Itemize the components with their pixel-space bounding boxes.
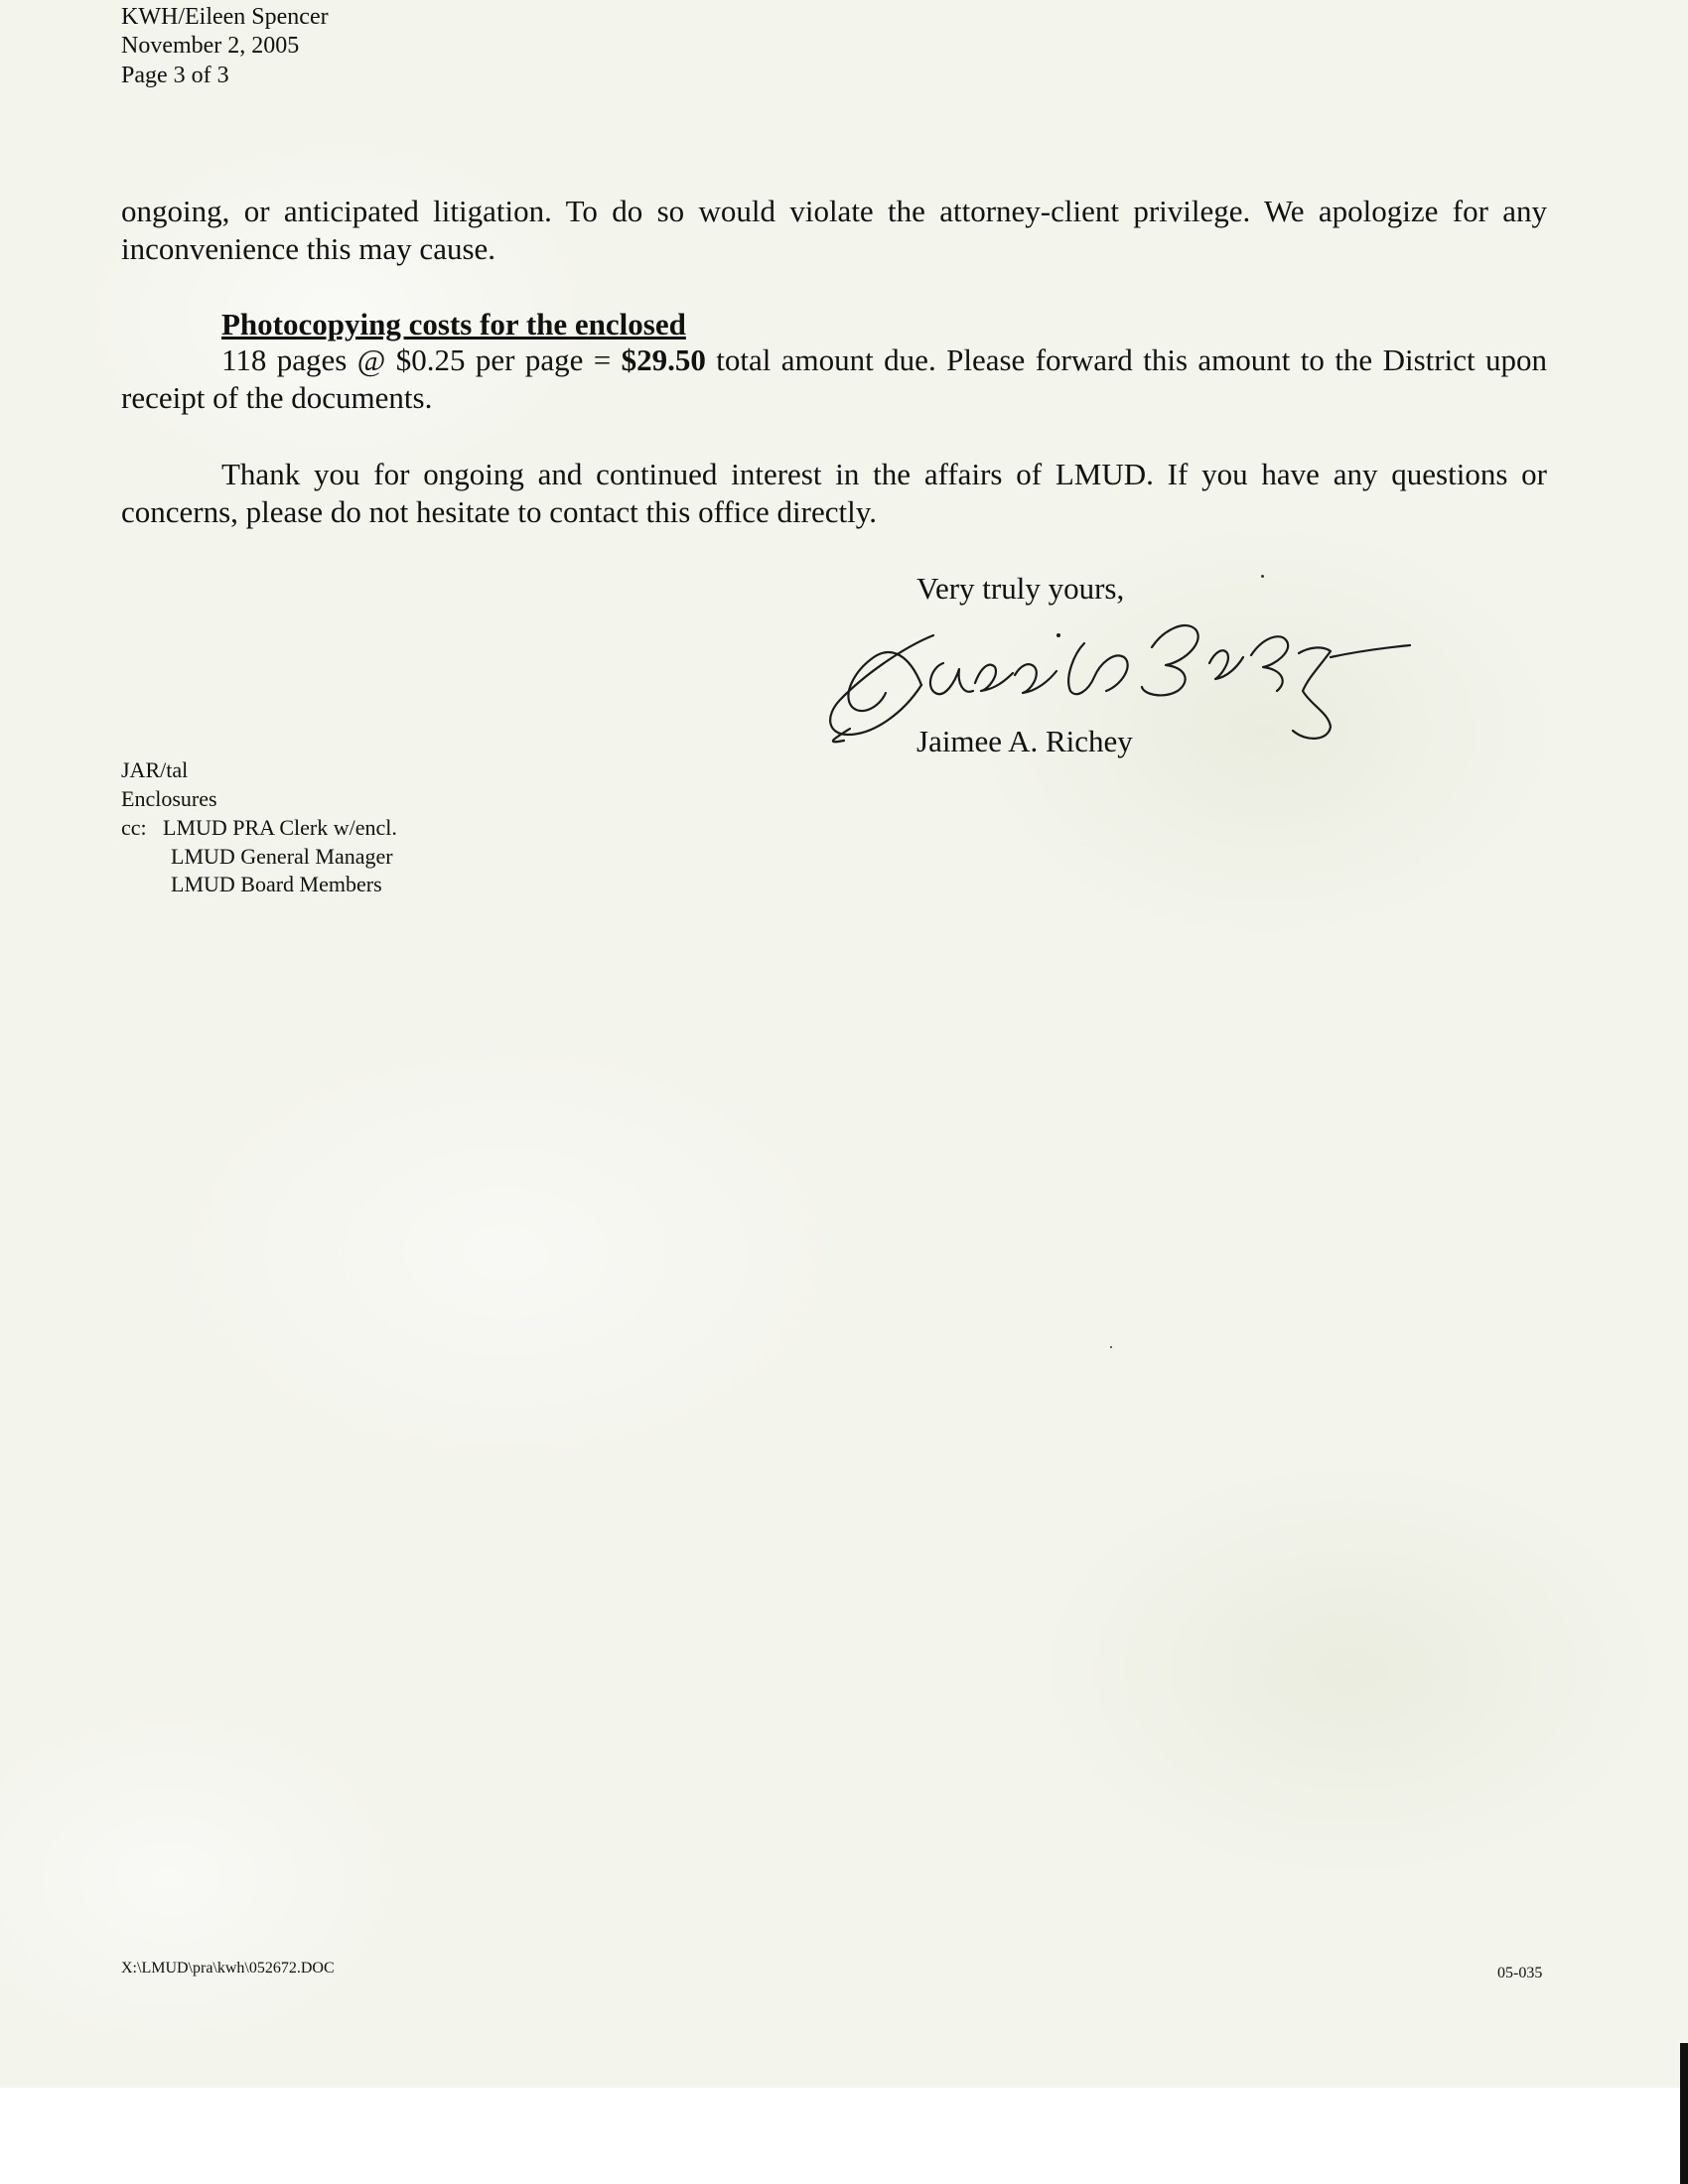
costs-amount: $29.50 xyxy=(621,342,706,377)
cc-recipient: LMUD General Manager xyxy=(171,844,393,869)
signer-name: Jaimee A. Richey xyxy=(916,724,1133,758)
costs-heading: Photocopying costs for the enclosed xyxy=(221,307,686,341)
body-paragraph-privilege: ongoing, or anticipated litigation. To do so would violate the attorney-client privilege. We apologize for any inconvenience this may cause. xyxy=(121,194,1547,266)
costs-text-pre: 118 pages @ $0.25 per page = xyxy=(221,342,622,377)
body-paragraph-costs xyxy=(121,341,1547,417)
reference-number-footer: 05-035 xyxy=(1497,1965,1543,1981)
enclosures-notation: Enclosures xyxy=(121,786,217,811)
header-page-number: Page 3 of 3 xyxy=(121,63,229,88)
scan-edge xyxy=(1680,2043,1688,2184)
costs-text-post: total amount due. Please forward this amount to the District upon receipt of the documents. xyxy=(121,342,1547,415)
scan-speck xyxy=(1110,1346,1112,1348)
header-date: November 2, 2005 xyxy=(121,33,300,59)
cc-recipient: LMUD Board Members xyxy=(171,872,382,896)
thanks-text: Thank you for ongoing and continued interest in the affairs of LMUD. If you have any questions or concerns, please do not hesitate to contact this office directly. xyxy=(121,457,1547,529)
scan-speck xyxy=(1261,575,1264,578)
initials-notation: JAR/tal xyxy=(121,757,189,782)
header-recipient: KWH/Eileen Spencer xyxy=(121,4,329,30)
body-paragraph-thanks xyxy=(121,456,1547,531)
cc-recipient: LMUD PRA Clerk w/encl. xyxy=(163,815,397,840)
valediction: Very truly yours, xyxy=(916,571,1125,606)
cc-prefix: cc: xyxy=(121,815,147,840)
file-path-footer: X:\LMUD\pra\kwh\052672.DOC xyxy=(121,1960,335,1977)
